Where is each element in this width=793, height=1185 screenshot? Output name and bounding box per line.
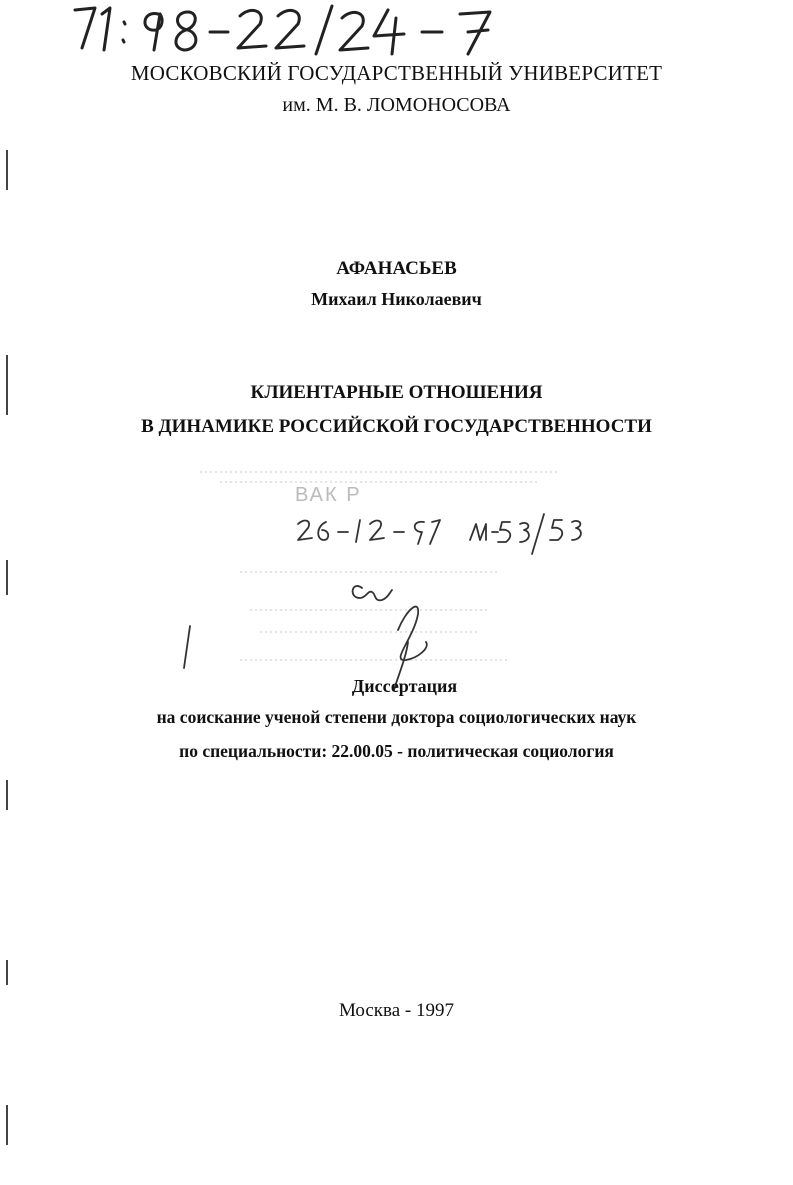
- author-given-names: Михаил Николаевич: [311, 289, 482, 309]
- approval-stamp: [180, 462, 600, 692]
- thesis-type: Диссертация: [351, 676, 458, 696]
- scan-edge-mark: [6, 560, 8, 595]
- thesis-title-line-2: В ДИНАМИКЕ РОССИЙСКОЙ ГОСУДАРСТВЕННОСТИ: [141, 416, 652, 437]
- university-named-after: им. М. В. ЛОМОНОСОВА: [282, 94, 511, 116]
- scan-edge-mark: [6, 1105, 8, 1145]
- thesis-specialty: по специальности: 22.00.05 - политическая социология: [179, 741, 614, 761]
- scan-edge-mark: [6, 780, 8, 810]
- university-name: МОСКОВСКИЙ ГОСУДАРСТВЕННЫЙ УНИВЕРСИТЕТ: [130, 61, 663, 85]
- scan-edge-mark: [6, 150, 8, 190]
- handwritten-catalog-code: [70, 0, 530, 60]
- thesis-degree: на соискание ученой степени доктора социологических наук: [156, 707, 637, 727]
- stamp-printed-text: ВАК Р: [295, 484, 362, 506]
- scan-edge-mark: [6, 960, 8, 985]
- author-surname: АФАНАСЬЕВ: [336, 258, 457, 279]
- place-and-year: Москва - 1997: [338, 1000, 455, 1021]
- thesis-title-line-1: КЛИЕНТАРНЫЕ ОТНОШЕНИЯ: [250, 382, 543, 403]
